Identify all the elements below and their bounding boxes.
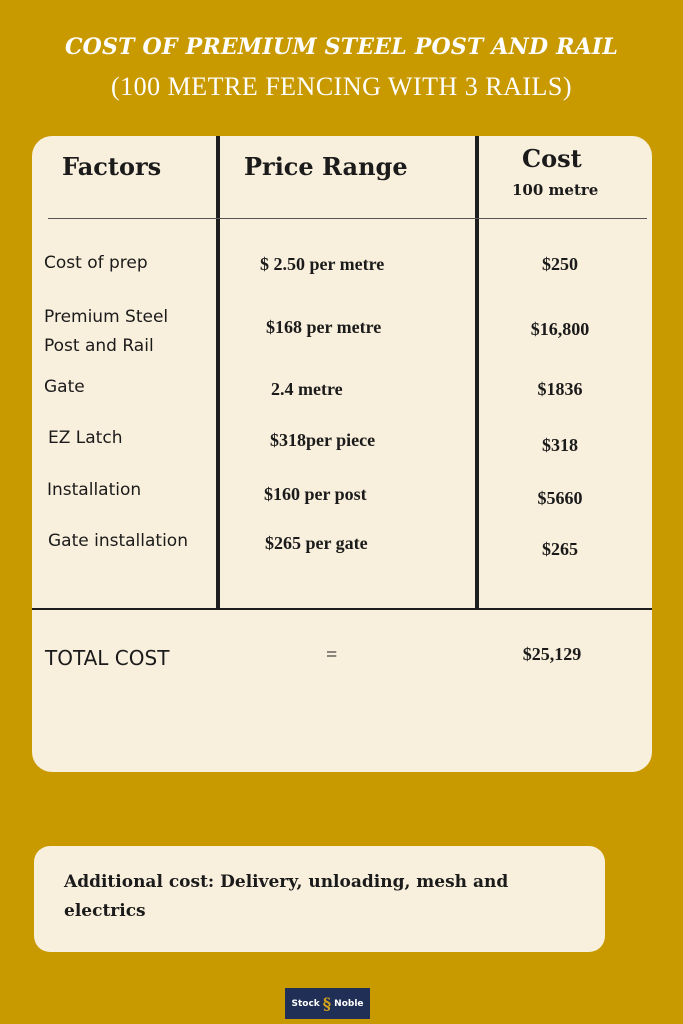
header-cost: Cost	[522, 144, 582, 173]
row-cost: $250	[542, 254, 578, 274]
column-divider-1	[216, 136, 220, 610]
row-factor: Gate	[44, 377, 85, 397]
header-cost-sub: 100 metre	[512, 181, 599, 199]
row-factor: EZ Latch	[48, 428, 123, 448]
brand-logo	[285, 988, 370, 1019]
page-subtitle: (100 METRE FENCING WITH 3 RAILS)	[110, 72, 573, 101]
row-factor: Gate installation	[48, 531, 188, 551]
logo-left-text: Stock	[291, 998, 320, 1009]
total-label: TOTAL COST	[45, 646, 170, 670]
row-cost: $318	[542, 435, 578, 455]
row-factor: Installation	[47, 480, 142, 500]
column-divider-2	[475, 136, 479, 610]
row-cost: $1836	[537, 379, 583, 399]
row-price: $168 per metre	[266, 317, 382, 337]
logo-mark-icon: §	[322, 994, 332, 1013]
header-price-range: Price Range	[244, 152, 408, 181]
row-factor: Premium Steel Post and Rail	[44, 307, 169, 356]
row-price: $265 per gate	[265, 533, 368, 553]
total-divider	[32, 608, 652, 610]
row-price: 2.4 metre	[271, 379, 343, 399]
note-text: Additional cost: Delivery, unloading, mesh and electrics	[64, 872, 509, 921]
cost-table-card	[32, 136, 652, 772]
page-title: COST OF PREMIUM STEEL POST AND RAIL	[64, 34, 619, 60]
row-cost: $265	[542, 539, 578, 559]
row-price: $ 2.50 per metre	[260, 254, 385, 274]
total-equals: =	[326, 644, 338, 666]
row-cost: $16,800	[530, 319, 590, 339]
additional-cost-note	[34, 846, 605, 952]
row-factor: Cost of prep	[44, 253, 148, 273]
row-price: $160 per post	[264, 484, 367, 504]
row-cost: $5660	[537, 488, 583, 508]
header-factors: Factors	[62, 152, 162, 181]
total-value: $25,129	[522, 644, 582, 664]
header-divider	[48, 218, 647, 219]
row-price: $318per piece	[270, 430, 376, 450]
logo-right-text: Noble	[334, 998, 364, 1009]
